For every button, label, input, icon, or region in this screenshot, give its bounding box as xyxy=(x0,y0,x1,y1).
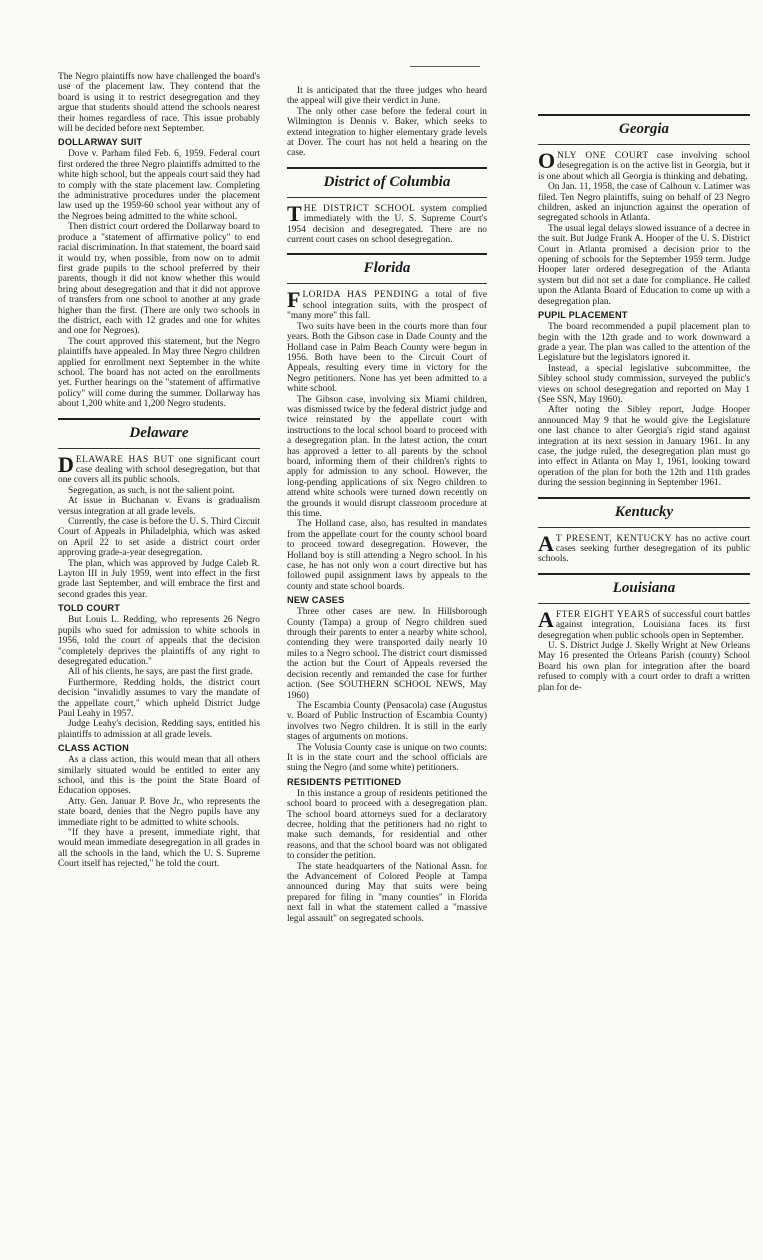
lead-in: HE DISTRICT SCHOOL xyxy=(303,203,416,214)
paragraph: In this instance a group of residents petitioned the school board to proceed with a desegregation plan. The school board attorneys sued for a declaratory decree, holding that the petitioners had no right to make such demands, for residential and other reasons, and that the school board was not obligated to consider the petition. xyxy=(287,788,487,862)
drop-cap: A xyxy=(538,606,554,632)
section-header-delaware xyxy=(58,418,260,449)
section-title: Kentucky xyxy=(614,503,674,520)
drop-cap: T xyxy=(287,200,302,226)
paragraph: The plan, which was approved by Judge Caleb R. Layton III in July 1959, went into effect in the first grade last September, and will embrace the first and second grades this year. xyxy=(58,558,260,600)
column-3 xyxy=(538,114,750,693)
paragraph: Currently, the case is before the U. S. Third Circuit Court of Appeals in Philadelphia, which was asked on April 22 to set aside a district court order approving grade-a-year desegregation. xyxy=(58,517,260,559)
paragraph: The Gibson case, involving six Miami children, was dismissed twice by the federal district judge and twice reinstated by the appellate court with instructions to the local school board to proceed with a desegregation plan. In the latest action, the court has approved a letter to all parents by the school board, informing them of their children's rights to apply for admission to any school. However, the long-pending applications of six Negro children to attend white schools were turned down recently on the grounds it would disrupt classroom procedure at this time. xyxy=(287,394,487,519)
section-title: Georgia xyxy=(619,121,669,137)
section-subhead: TOLD COURT xyxy=(58,603,121,614)
paragraph: The only other case before the federal court in Wilmington is Dennis v. Baker, which seeks to extend integration to higher elementary grade levels at Dover. The court has not held a hearing on the case. xyxy=(287,106,487,159)
paragraph: The court approved this statement, but the Negro plaintiffs have appealed. In May three Negro children applied for enrollment next September in the white school. The board has not acted on the enrollments yet. Further hearings on the "statement of affirmative policy" will come during the summer. Dollarway has about 1,200 white and 1,200 Negro students. xyxy=(58,336,260,410)
lead-in: LORIDA HAS PENDING xyxy=(302,290,419,301)
section-subhead: NEW CASES xyxy=(287,595,345,606)
paragraph: After noting the Sibley report, Judge Hooper announced May 9 that he would give the Legislature one last chance to alter Georgia's rigid stand against integration at its next session in January 1961. In any case, the judge ruled, the desegregation plan must go into effect in Atlanta on May 1, 1961, looking toward operation of the plan for both the 12th and 11th grades during the session beginning in September 1961. xyxy=(538,405,750,489)
paragraph: On Jan. 11, 1958, the case of Calhoun v. Latimer was filed. Ten Negro plaintiffs, suing on behalf of 23 Negro children, asked an injunction against the operation of segregated schools in Atlanta. xyxy=(538,182,750,224)
lead-text: of successful court battles against integration, Louisiana faces its first desegregation when public schools open in September. xyxy=(538,609,750,641)
paragraph: The board recommended a pupil placement plan to begin with the 12th grade and to work downward a grade a year. The plan was called to the attention of the Legislature but the legislators ignored it. xyxy=(538,322,750,364)
lead-in: FTER EIGHT YEARS xyxy=(555,609,651,620)
lead-paragraph xyxy=(538,148,750,182)
section-title: Louisiana xyxy=(612,579,676,596)
paragraph: The usual legal delays slowed issuance of a decree in the suit. But Judge Frank A. Hooper of the U. S. District Court in Atlanta promised a decision prior to the opening of schools for the September 1959 term. Judge Hooper later ordered desegregation of the Atlanta system but did not set a date for compliance. He called upon the Atlanta Board of Education to come up with a desegregation plan. xyxy=(538,223,750,307)
paragraph: Dove v. Parham filed Feb. 6, 1959. Federal court first ordered the three Negro plaintiffs admitted to the white high school, but the appeals court said they had to comply with the state placement law. Completing the administrative procedures under the placement law used up the 1959-60 school year without any of the Negroes being admitted to the white school. xyxy=(58,149,260,222)
paragraph: The Volusia County case is unique on two counts: It is in the state court and the school officials are suing the Negro (and some white) petitioners. xyxy=(287,742,487,774)
drop-cap: D xyxy=(58,451,74,477)
paragraph: As a class action, this would mean that all others similarly situated would be entitled to enter any school, and this is the point the State Board of Education opposes. xyxy=(58,755,260,797)
section-subhead: RESIDENTS PETITIONED xyxy=(287,776,402,787)
drop-cap: F xyxy=(287,287,301,313)
paragraph: Segregation, as such, is not the salient point. xyxy=(68,485,235,496)
paragraph: Judge Leahy's decision, Redding says, entitled his plaintiffs to admission at all grade levels. xyxy=(58,719,260,740)
column-2 xyxy=(287,86,487,924)
lead-paragraph xyxy=(287,287,487,322)
rule xyxy=(287,283,487,284)
lead-paragraph xyxy=(287,200,487,246)
rule xyxy=(538,603,750,604)
section-subhead: CLASS ACTION xyxy=(58,743,129,754)
lead-text: a total of five school integration suits, with the prospect of "many more" this fall. xyxy=(287,290,487,322)
rule xyxy=(538,527,750,528)
rule xyxy=(58,448,260,449)
paragraph: The Holland case, also, has resulted in mandates from the appellate court for the county school board to proceed toward desegregation. However, the Holland boy is still attending a Negro school. In his case, he has not only won a court directive but has followed pupil assignment laws by appeals to the county and state school boards. xyxy=(287,519,487,592)
section-header-florida xyxy=(287,253,487,284)
section-header-louisiana xyxy=(538,573,750,604)
section-header-district-of-columbia xyxy=(287,167,487,198)
rule xyxy=(287,197,487,198)
lead-in: ELAWARE HAS BUT xyxy=(75,454,174,465)
paragraph: The state headquarters of the National Assn. for the Advancement of Colored People at Tampa announced during May that suits were being prepared for filing in "many counties" in Florida next fall in what the statement called a "massive legal assault" on segregated schools. xyxy=(287,861,487,924)
section-title: Delaware xyxy=(129,424,189,441)
lead-in: NLY ONE COURT xyxy=(557,151,649,161)
paragraph: The Negro plaintiffs now have challenged the board's use of the placement law. They contend that the board is using it to restrict desegregation and they argue that students should attend the schools nearest their homes regardless of race. This issue probably will be decided before next September. xyxy=(58,72,260,135)
section-subhead: DOLLARWAY SUIT xyxy=(58,137,143,148)
lead-in: T PRESENT, KENTUCKY xyxy=(555,533,673,544)
rule xyxy=(538,144,750,145)
section-subhead: PUPIL PLACEMENT xyxy=(538,310,628,321)
top-fragment-rule xyxy=(410,66,480,67)
paragraph: Three other cases are new. In Hillsborough County (Tampa) a group of Negro children sued through their parents to enter a nearby white school, contending they were transported daily nearly 10 miles to a Negro school. The district court dismissed the action but the Court of Appeals reversed the decision recently and remanded the case for further action. (See SOUTHERN SCHOOL NEWS, May 1960) xyxy=(287,607,487,701)
section-header-georgia xyxy=(538,114,750,145)
lead-text: one significant court case dealing with school desegregation, but that one covers all its public schools. xyxy=(58,454,260,486)
paragraph: Then district court ordered the Dollarway board to produce a "statement of affirmative policy" to end racial discrimination. In that statement, the board said it would try, when possible, from now on to admit first grade pupils to the school preferred by their parents, though it did not know whether this would bring about desegregation and that it did not approve of transfers from one school to another at any grade higher than the first. (There are only two schools in the district, each with 12 grades and one for whites and one for Negroes). xyxy=(58,222,260,337)
lead-paragraph xyxy=(538,606,750,641)
lead-paragraph xyxy=(58,451,260,486)
section-title: Florida xyxy=(363,260,411,277)
paragraph: Furthermore, Redding holds, the district court decision "invalidly assumes to vary the mandate of the appellate court," which upheld District Judge Paul Leahy in 1957. xyxy=(58,677,260,719)
section-title: District of Columbia xyxy=(323,173,451,190)
lead-text: has no active court cases seeking further desegregation of its public schools. xyxy=(538,533,750,565)
paragraph: U. S. District Judge J. Skelly Wright at New Orleans May 16 presented the Orleans Parish (county) School Board his own plan for integration after the board refused to comply with a court order to draft a written plan for de- xyxy=(538,641,750,693)
paragraph: "If they have a present, immediate right, that would mean immediate desegregation in all grades in all the schools in the land, which the U. S. Supreme Court itself has rejected," he told the court. xyxy=(58,828,260,870)
column-1 xyxy=(58,72,260,870)
lead-text: system complied immediately with the U. S. Supreme Court's 1954 decision and desegregated. There are no current court cases on school desegregation. xyxy=(287,203,487,246)
section-header-kentucky xyxy=(538,497,750,528)
paragraph: All of his clients, he says, are past the first grade. xyxy=(68,667,253,678)
drop-cap: A xyxy=(538,530,554,556)
paragraph: It is anticipated that the three judges who heard the appeal will give their verdict in June. xyxy=(287,86,487,107)
paragraph: The Escambia County (Pensacola) case (Augustus v. Board of Public Instruction of Escambia County) involves two Negro children. It is still in the early stages of arguments on motions. xyxy=(287,700,487,743)
paragraph: Instead, a special legislative subcommittee, the Sibley school study commission, surveyed the public's views on school desegregation and reported on May 1 (See SSN, May 1960). xyxy=(538,363,750,405)
paragraph: At issue in Buchanan v. Evans is gradualism versus integration at all grade levels. xyxy=(58,496,260,517)
lead-paragraph xyxy=(538,530,750,565)
paragraph: Two suits have been in the courts more than four years. Both the Gibson case in Dade County and the Holland case in Palm Beach County were begun in 1956. Both have been to the Circuit Court of Appeals, resulting every time in victory for the Negro petitioners. None has yet been admitted to a white school. xyxy=(287,321,487,395)
paragraph: Atty. Gen. Januar P. Bove Jr., who represents the state board, denies that the Negro pupils have any immediate right to be admitted to white schools. xyxy=(58,796,260,828)
lead-text: case involving school desegregation is on the active list in Georgia, but it is one about which all Georgia is thinking and debating. xyxy=(538,151,750,182)
paragraph: But Louis L. Redding, who represents 26 Negro pupils who sued for admission to white schools in 1956, told the court of appeals that the decision "completely deprives the plaintiffs of any right to desegregated education." xyxy=(58,615,260,667)
drop-cap: O xyxy=(538,148,556,173)
